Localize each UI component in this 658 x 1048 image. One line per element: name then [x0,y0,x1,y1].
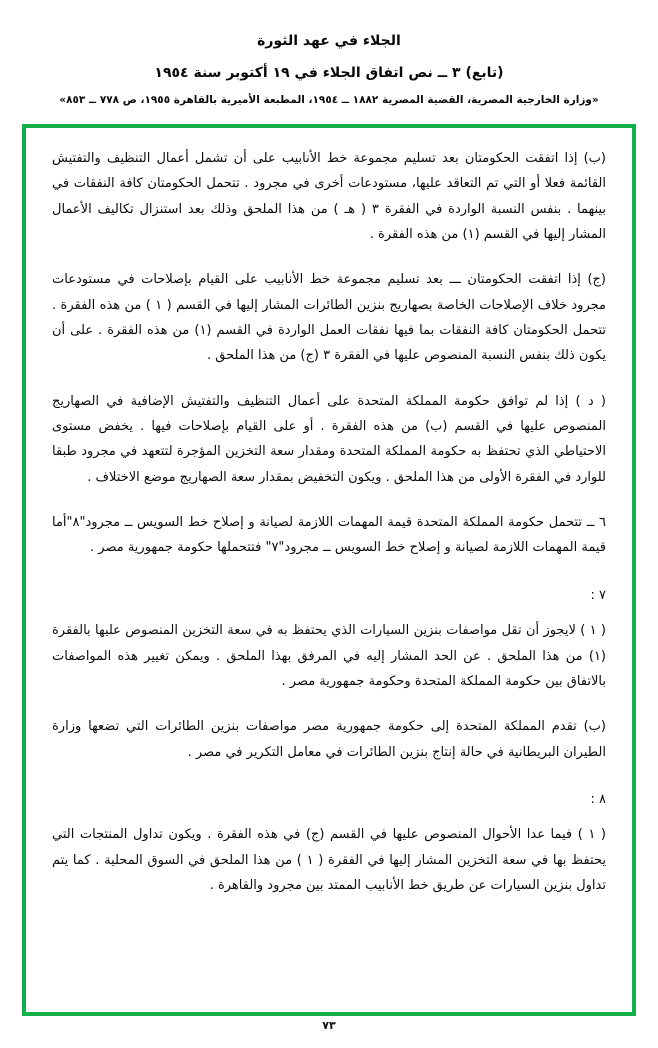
page-header [0,0,658,109]
paragraph-8-1: ( ١ ) فيما عدا الأحوال المنصوص عليها في القسم (ج) في هذه الفقرة . ويكون تداول المنتجات التي يحتفظ بها في سعة التخزين المشار إليها في الفقرة ( ١ ) من هذا الملحق في السوق المحلية . كما يتم تداول بنزين السيارات عن طريق خط الأنابيب الممتد بين مجرود والقاهرة . [52,827,606,893]
paragraph-6: ٦ ــ تتحمل حكومة المملكة المتحدة قيمة المهمات اللازمة لصيانة و إصلاح خط السويس ــ مجرود"٨"أما قيمة المهمات اللازمة لصيانة و إصلاح خط السويس ــ مجرود"٧" فتتحملها حكومة جمهورية مصر . [52,515,606,556]
document-source-citation: «وزارة الخارجية المصرية، القضية المصرية ١٨٨٢ ــ ١٩٥٤، المطبعة الأميرية بالقاهرة ١٩٥٥، ص ٧٧٨ ــ ٨٥٣» [59,93,599,106]
paragraph-7-1: ( ١ ) لايجوز أن تقل مواصفات بنزين السيارات الذي يحتفظ به في سعة التخزين المنصوص عليها بالفقرة (١) من هذا الملحق . عن الحد المشار إليه في المرفق بهذا الملحق . ويمكن تغيير هذه المواصفات بالاتفاق بين حكومة المملكة المتحدة وحكومة جمهورية مصر . [52,623,606,689]
paragraph-b: (ب) إذا اتفقت الحكومتان بعد تسليم مجموعة خط الأنابيب على أن تشمل أعمال التنظيف والتفتيش القائمة فعلا أو التي تم التعاقد عليها، مستودعات أخرى في مجرود . تتحمل الحكومتان كافة النفقات في بينهما . بنفس النسبة الواردة في الفقرة ٣ ( هـ ) من هذا الملحق وذلك بعد استنزال تكاليف الأعمال المشار إليها في القسم (١) من هذه الفقرة . [52,151,606,243]
paragraph-7-b: (ب) تقدم المملكة المتحدة إلى حكومة جمهورية مصر مواصفات بنزين الطائرات التي تضعها وزارة الطيران البريطانية في حالة إنتاج بنزين الطائرات في معامل التكرير في مصر . [52,719,606,760]
section-label-7: ٧ : [590,587,606,603]
paragraph-d: ( د ) إذا لم توافق حكومة المملكة المتحدة على أعمال التنظيف والتفتيش الإضافية في الصهاريج المنصوص عليها في القسم (ب) من هذه الفقرة . أو على القيام بإصلاحات فيها . يخفض مستوى الاحتياطي الذي تحتفظ به حكومة المملكة المتحدة ومقدار سعة التخزين المؤجرة لتتعهد في مجرود طبقا للوارد في الفقرة الأولى من هذا الملحق . ويكون التخفيض بمقدار سعة الصهاريج موضع الاختلاف . [52,393,606,485]
document-subtitle: (تابع) ٣ ــ نص اتفاق الجلاء في ١٩ أكتوبر سنة ١٩٥٤ [154,65,504,82]
document-title: الجلاء في عهد الثورة [257,33,401,49]
paragraph-c: (ج) إذا اتفقت الحكومتان ـــ بعد تسليم مجموعة خط الأنابيب على القيام بإصلاحات في مستودعات مجرود خلاف الإصلاحات الخاصة بصهاريج بنزين الطائرات المشار إليها في القسم ( ١ ) من هذه الفقرة . تتحمل الحكومتان كافة النفقات بما فيها نفقات العمل الواردة في القسم (١) من هذه الفقرة . على أن يكون ذلك بنفس النسبة المنصوص عليها في الفقرة ٣ (ج) من هذا الملحق . [52,272,606,364]
page-number: ٧٣ [322,1019,336,1032]
bordered-content-frame [22,124,636,1016]
document-body [52,146,606,898]
section-label-8: ٨ : [590,791,606,807]
